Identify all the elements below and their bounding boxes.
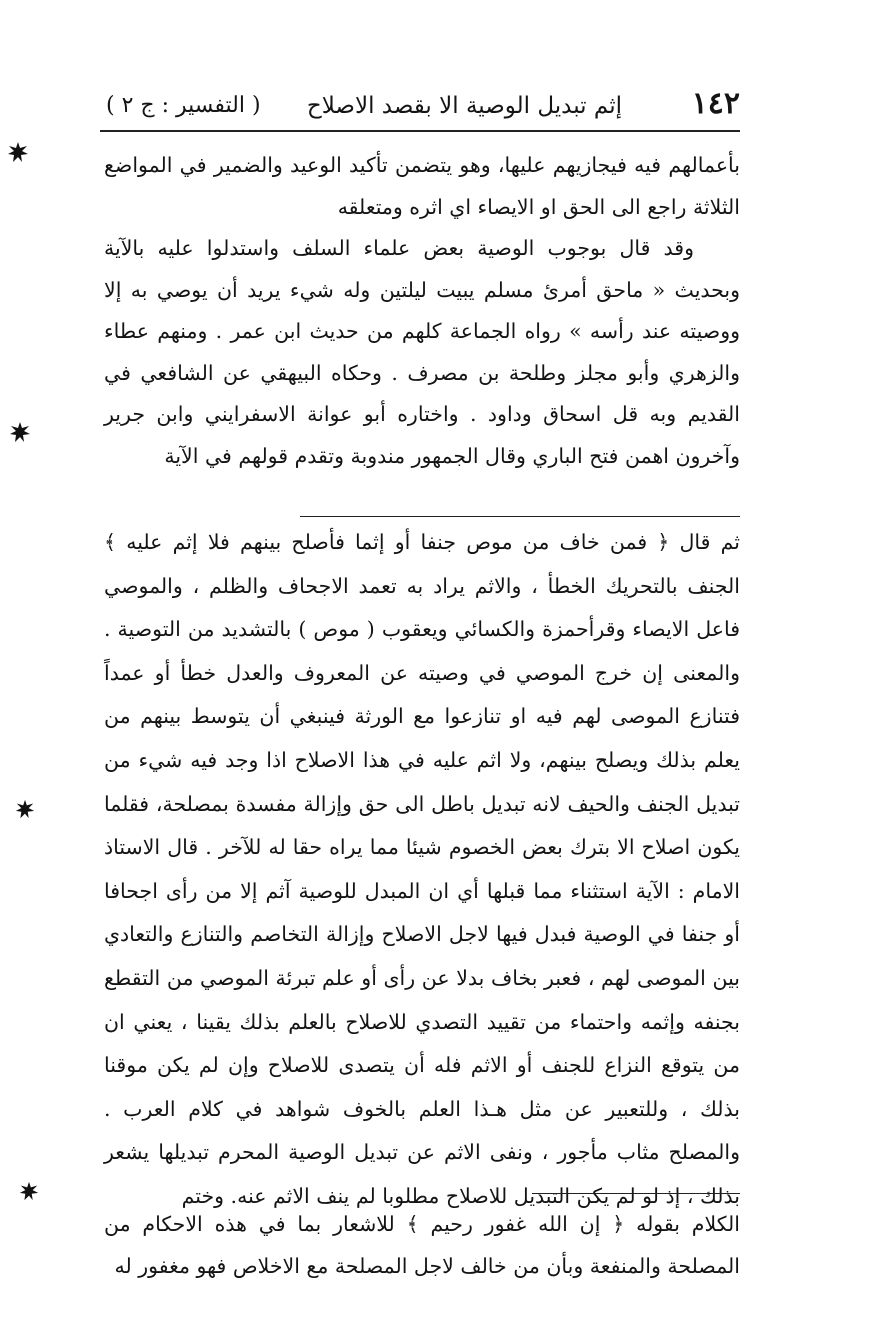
paragraph-closing: الكلام بقوله ﴿ إن الله غفور رحيم ﴾ للاشعار بما في هذه الاحكام من المصلحة والمنفعة وبأن من خالف لاجل المصلحة مع الاخلاص فهو مغفور له <box>104 1212 740 1278</box>
page-header <box>100 84 740 128</box>
paragraph-tafsir-verse: ثم قال ﴿ فمن خاف من موص جنفا أو إثما فأصلح بينهم فلا إثم عليه ﴾ الجنف بالتحريك الخطأ ، والاثم يراد به تعمد الاجحاف والظلم ، والموصي فاعل الايصاء وقرأحمزة والكسائي ويعقوب ( موص ) بالتشديد من التوصية . والمعنى إن خرج الموصي في وصيته عن المعروف والعدل خطأ أو عمداً فتنازع الموصى لهم فيه او تنازعوا مع الورثة فينبغي أن يتوسط بينهم من يعلم بذلك ويصلح بينهم، ولا اثم عليه في هذا الاصلاح اذا وجد فيه شيء من تبديل الجنف والحيف لانه تبديل باطل الى حق وإزالة مفسدة بمصلحة، فقلما يكون اصلاح الا بترك بعض الخصوم شيئا مما يراه حقا له للآخر . قال الاستاذ الامام : الآية استثناء مما قبلها أي ان المبدل للوصية آثم إلا من رأى اجحافا أو جنفا في الوصية فبدل فيها لاجل الاصلاح وإزالة التخاصم والتنازع والتعادي بين الموصى لهم ، فعبر بخاف بدلا عن رأى أو علم تبرئة الموصي من التقطع بجنفه وإثمه واحتماء من تقييد التصدي للاصلاح بالعلم بذلك يقينا ، يعني ان من يتوقع النزاع للجنف أو الاثم فله أن يتصدى للاصلاح وإن لم يكن موقنا بذلك ، وللتعبير عن مثل هـذا العلم بالخوف شواهد في كلام العرب . والمصلح مثاب مأجور ، ونفى الاثم عن تبديل الوصية المحرم تبديلها يشعر بذلك ، إذ لو لم يكن التبديل للاصلاح مطلوبا لم ينف الاثم عنه. وختم <box>104 530 740 1208</box>
volume-reference: ( التفسير : ج ٢ ) <box>106 93 261 118</box>
ink-blot-mark <box>18 1180 40 1202</box>
section-divider <box>300 516 740 517</box>
page-number: ١٤٢ <box>691 86 740 121</box>
ink-blot-mark <box>8 420 32 444</box>
running-title: إثم تبديل الوصية الا بقصد الاصلاح <box>306 93 622 119</box>
ink-blot-mark <box>6 140 30 164</box>
paragraph-continuation: بأعمالهم فيه فيجازيهم عليها، وهو يتضمن تأكيد الوعيد والضمير في المواضع الثلاثة راجع الى الحق او الايصاء اي اثره ومتعلقه <box>104 153 740 219</box>
header-rule <box>100 130 740 132</box>
footnote-divider <box>532 1193 740 1194</box>
ink-blot-mark <box>14 798 36 820</box>
paragraph-wasiyya-obligation: وقد قال بوجوب الوصية بعض علماء السلف واستدلوا عليه بالآية وبحديث « ماحق أمرئ مسلم يبيت ليلتين وله شيء يريد أن يوصي به إلا ووصيته عند رأسه » رواه الجماعة كلهم من حديث ابن عمر . ومنهم عطاء والزهري وأبو مجلز وطلحة بن مصرف . وحكاه البيهقي عن الشافعي في القديم وبه قل اسحاق وداود . واختاره أبو عوانة الاسفرايني وابن جرير وآخرون اهمن فتح الباري وقال الجمهور مندوبة وتقدم قولهم في الآية <box>104 236 740 468</box>
lower-text-block <box>104 521 740 1219</box>
upper-text-block <box>104 145 740 477</box>
closing-text-block <box>104 1203 740 1287</box>
